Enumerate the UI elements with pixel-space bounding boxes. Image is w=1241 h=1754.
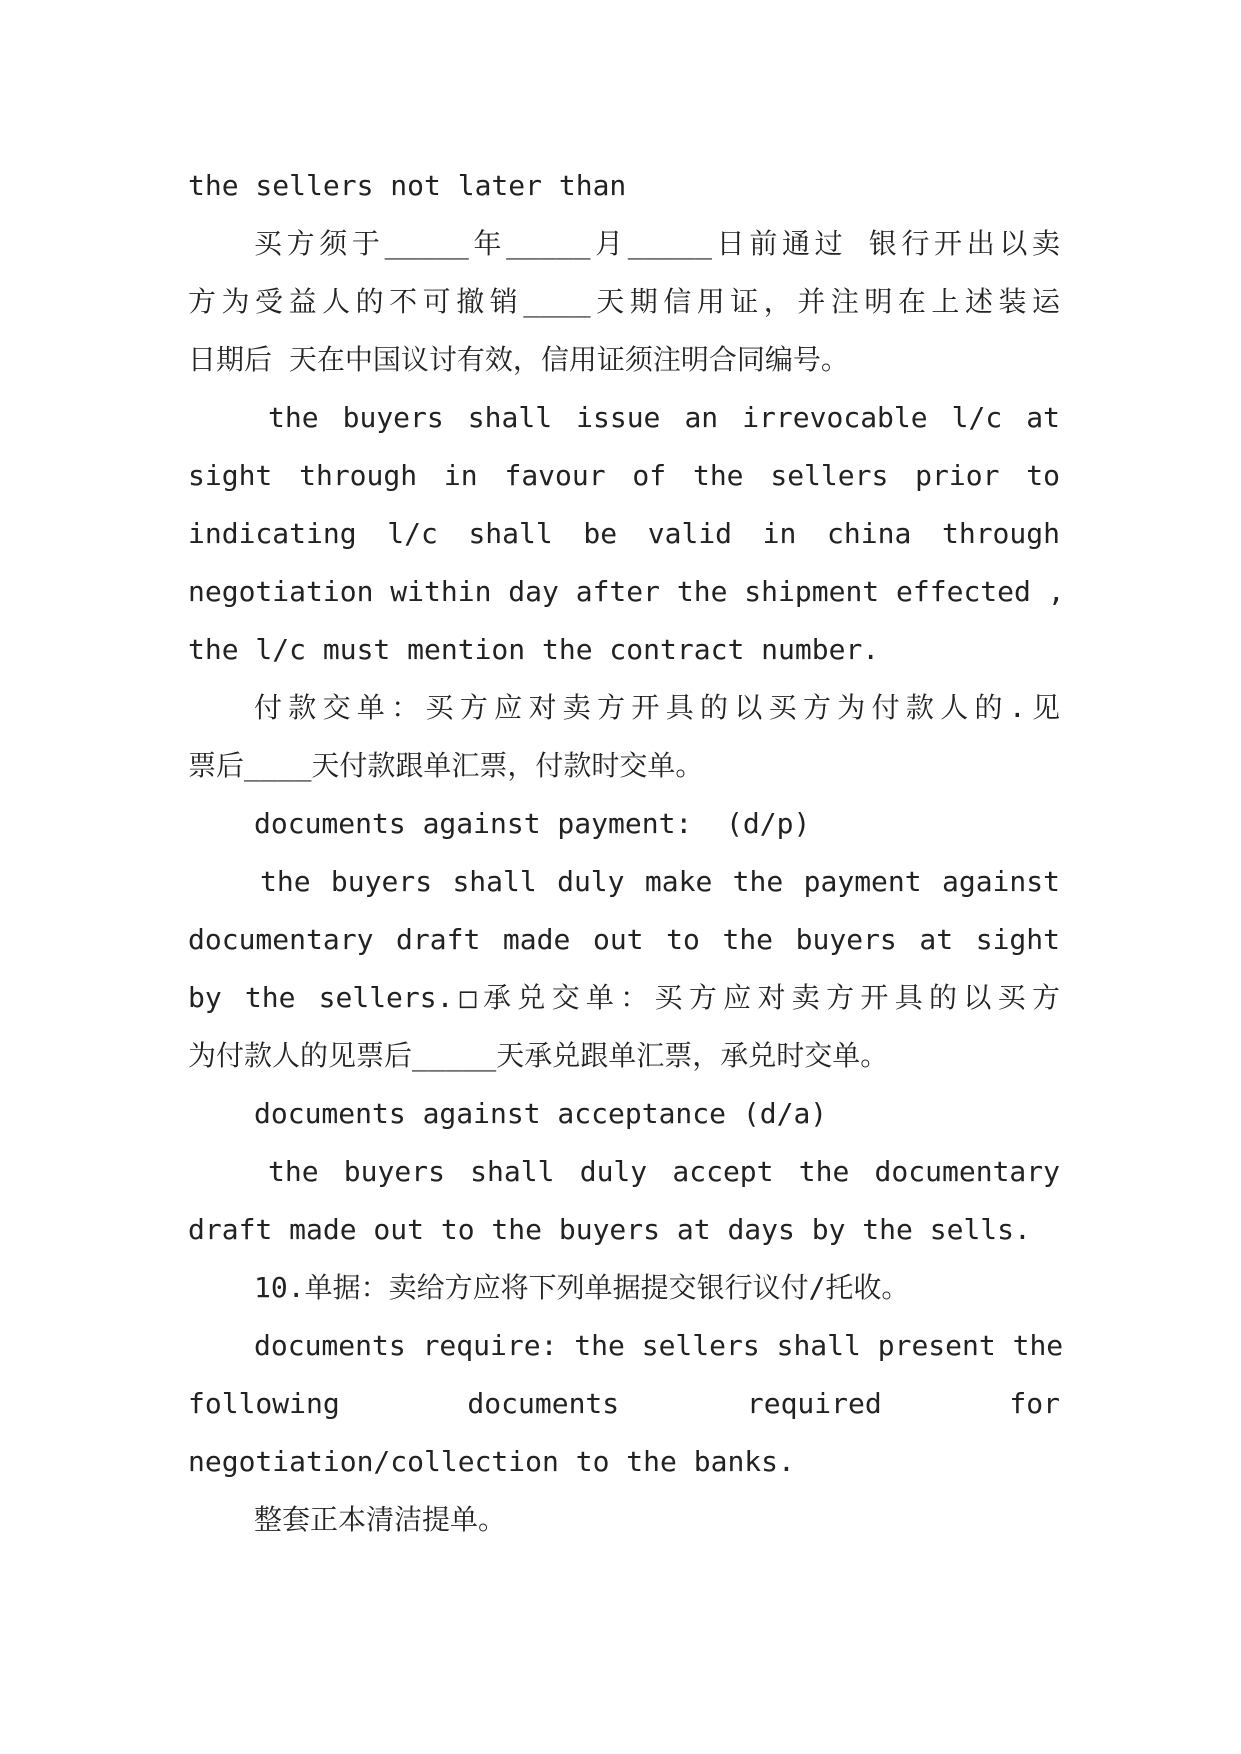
text-line: the l/c must mention the contract number. — [188, 633, 880, 666]
text-line: the buyers shall duly make the payment against — [260, 865, 1060, 898]
text-line: documents against acceptance (d/a) — [254, 1097, 828, 1130]
text-line: negotiation within day after the shipment effected , — [188, 575, 1065, 608]
text-line: documents against payment: (d/p) — [254, 807, 811, 840]
text-line: following documents required for — [188, 1387, 1060, 1420]
text-line: 付款交单：买方应对卖方开具的以买方为付款人的.见 — [254, 691, 1060, 724]
text-line: 10.单据：卖给方应将下列单据提交银行议付/托收。 — [254, 1271, 910, 1304]
text-line: sight through in favour of the sellers prior to — [188, 459, 1060, 492]
text-line: 票后____天付款跟单汇票，付款时交单。 — [188, 749, 704, 782]
text-line: by the sellers.□承兑交单：买方应对卖方开具的以买方 — [188, 981, 1060, 1014]
text-line: 方为受益人的不可撤销____天期信用证，并注明在上述装运 — [188, 285, 1060, 318]
text-line: 日期后 天在中国议讨有效，信用证须注明合同编号。 — [188, 343, 849, 376]
text-line: negotiation/collection to the banks. — [188, 1445, 795, 1478]
text-line: draft made out to the buyers at days by the sells. — [188, 1213, 1031, 1246]
text-line: documents require: the sellers shall present the — [254, 1329, 1064, 1362]
text-line: 为付款人的见票后_____天承兑跟单汇票，承兑时交单。 — [188, 1039, 889, 1072]
text-line: indicating l/c shall be valid in china through — [188, 517, 1060, 550]
text-line: 买方须于_____年_____月_____日前通过 银行开出以卖 — [254, 227, 1060, 260]
text-line: the buyers shall issue an irrevocable l/c at — [268, 401, 1060, 434]
text-line: the sellers not later than — [188, 169, 627, 202]
text-line: the buyers shall duly accept the documentary — [268, 1155, 1060, 1188]
text-line: 整套正本清洁提单。 — [254, 1503, 507, 1536]
text-line: documentary draft made out to the buyers at sight — [188, 923, 1060, 956]
